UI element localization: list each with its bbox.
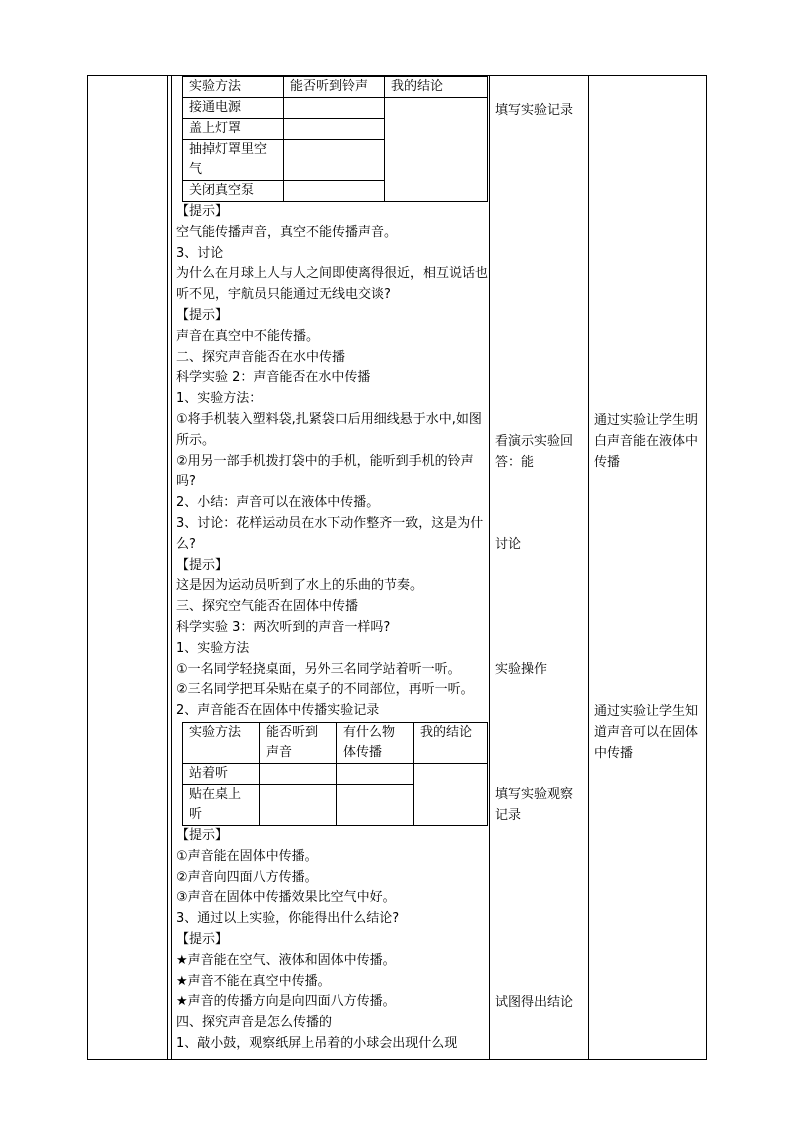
text-line: ②声音向四面八方传播。 bbox=[176, 869, 318, 885]
text-line: ②用另一部手机拨打袋中的手机，能听到手机的铃声吗? bbox=[176, 453, 474, 490]
table-cell bbox=[284, 98, 385, 119]
table-row-label: 关闭真空泵 bbox=[183, 181, 284, 202]
student-activity: 实验操作 bbox=[495, 662, 548, 677]
text-line: ★声音能在空气、液体和固体中传播。 bbox=[176, 952, 396, 968]
text-line: ★声音不能在真空中传播。 bbox=[176, 973, 331, 989]
text-line: ②三名同学把耳朵贴在桌子的不同部位，再听一听。 bbox=[176, 682, 474, 698]
hint-label: 【提示】 bbox=[176, 827, 229, 843]
table-header: 实验方法 bbox=[183, 77, 284, 98]
column-divider bbox=[588, 76, 589, 1059]
lesson-table bbox=[87, 75, 707, 1060]
text-line: 声音在真空中不能传播。 bbox=[176, 328, 320, 344]
table-cell bbox=[337, 784, 414, 825]
table-row-label: 抽掉灯罩里空气 bbox=[183, 140, 284, 181]
table-row-label: 接通电源 bbox=[183, 98, 284, 119]
table-row-label: 站着听 bbox=[183, 763, 260, 784]
student-activity: 试图得出结论 bbox=[495, 995, 574, 1010]
column-divider bbox=[167, 76, 168, 1059]
table-cell bbox=[284, 181, 385, 202]
hint-label: 【提示】 bbox=[176, 931, 229, 947]
student-activity: 填写实验记录 bbox=[495, 103, 574, 118]
table-header: 能否听到声音 bbox=[260, 722, 337, 763]
text-line: 3、讨论 bbox=[176, 245, 224, 261]
section-heading: 四、探究声音是怎么传播的 bbox=[176, 1015, 333, 1031]
text-line: 3、讨论：花样运动员在水下动作整齐一致，这是为什么? bbox=[176, 515, 484, 552]
text-line: 1、实验方法 bbox=[176, 640, 250, 656]
text-line: ③声音在固体中传播效果比空气中好。 bbox=[176, 890, 396, 906]
table-cell bbox=[260, 763, 337, 784]
text-line: 科学实验 2：声音能否在水中传播 bbox=[176, 370, 371, 386]
text-line: 2、小结：声音可以在液体中传播。 bbox=[176, 495, 380, 511]
table-header: 我的结论 bbox=[414, 722, 488, 763]
text-line: 1、敲小鼓，观察纸屏上吊着的小球会出现什么现 bbox=[176, 1035, 458, 1051]
table-cell bbox=[284, 119, 385, 140]
text-line: 空气能传播声音，真空不能传播声音。 bbox=[176, 224, 398, 240]
hint-label: 【提示】 bbox=[176, 557, 229, 573]
text-line: ①声音能在固体中传播。 bbox=[176, 848, 318, 864]
student-activity: 填写实验观察记录 bbox=[495, 787, 574, 823]
text-line: 科学实验 3：两次听到的声音一样吗? bbox=[176, 619, 391, 635]
student-activity: 讨论 bbox=[495, 537, 522, 552]
hint-label: 【提示】 bbox=[176, 307, 229, 323]
table-header: 有什么物体传播 bbox=[337, 722, 414, 763]
text-line: 这是因为运动员听到了水上的乐曲的节奏。 bbox=[176, 578, 424, 594]
table-header: 实验方法 bbox=[183, 722, 260, 763]
table-cell bbox=[337, 763, 414, 784]
student-activity: 看演示实验回答：能 bbox=[495, 434, 574, 470]
table-header: 能否听到铃声 bbox=[284, 77, 385, 98]
teaching-content bbox=[172, 76, 490, 1059]
experiment-record-table-1 bbox=[182, 76, 488, 202]
table-row-label: 贴在桌上听 bbox=[183, 784, 260, 825]
table-cell bbox=[414, 763, 488, 825]
experiment-record-table-2 bbox=[182, 722, 488, 826]
table-row-label: 盖上灯罩 bbox=[183, 119, 284, 140]
table-header: 我的结论 bbox=[385, 77, 488, 98]
text-line: ★声音的传播方向是向四面八方传播。 bbox=[176, 994, 396, 1010]
table-cell bbox=[385, 98, 488, 202]
text-line: ①一名同学轻挠桌面，另外三名同学站着听一听。 bbox=[176, 661, 461, 677]
table-cell bbox=[260, 784, 337, 825]
text-line: ①将手机装入塑料袋,扎紧袋口后用细线悬于水中,如图所示。 bbox=[176, 411, 482, 448]
design-intent: 通过实验让学生知道声音可以在固体中传播 bbox=[594, 704, 699, 761]
text-line: 2、声音能否在固体中传播实验记录 bbox=[176, 703, 380, 719]
text-line: 1、实验方法： bbox=[176, 391, 263, 407]
text-line: 3、通过以上实验，你能得出什么结论? bbox=[176, 911, 400, 927]
section-heading: 三、探究空气能否在固体中传播 bbox=[176, 599, 359, 615]
section-heading: 二、探究声音能否在水中传播 bbox=[176, 349, 346, 365]
table-cell bbox=[284, 140, 385, 181]
hint-label: 【提示】 bbox=[176, 204, 229, 219]
text-line: 为什么在月球上人与人之间即使离得很近，相互说话也听不见，宇航员只能通过无线电交谈? bbox=[176, 266, 489, 303]
design-intent: 通过实验让学生明白声音能在液体中传播 bbox=[594, 413, 699, 470]
